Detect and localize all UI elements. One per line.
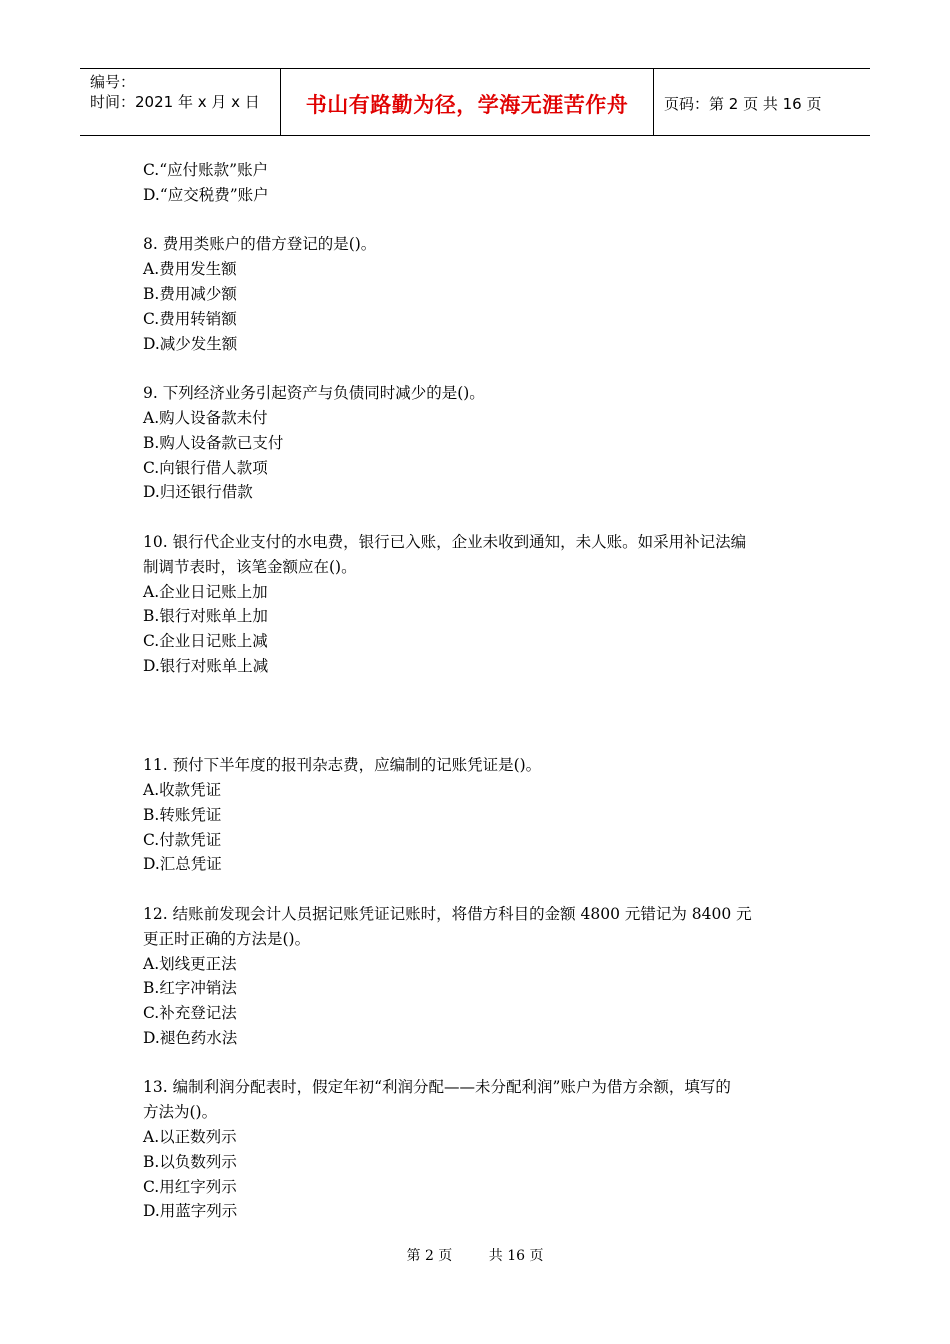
q8-option-a: A.费用发生额	[143, 260, 237, 279]
q8-option-c: C.费用转销额	[143, 309, 237, 328]
q12-option-b: B.红字冲销法	[143, 979, 237, 998]
header-page-info: 页码：第 2 页 共 16 页	[664, 94, 822, 113]
q13-option-d: D.用蓝字列示	[143, 1202, 238, 1221]
q13-option-a: A.以正数列示	[143, 1128, 237, 1147]
q11-option-a: A.收款凭证	[143, 780, 222, 799]
q10-option-c: C.企业日记账上减	[143, 632, 268, 651]
q12-option-c: C.补充登记法	[143, 1004, 237, 1023]
question-9: 9. 下列经济业务引起资产与负债同时减少的是()。	[143, 384, 485, 403]
q8-option-d: D.减少发生额	[143, 334, 238, 353]
question-8: 8. 费用类账户的借方登记的是()。	[143, 235, 377, 254]
footer-page-total: 共 16 页	[488, 1248, 544, 1264]
header-meta	[80, 69, 281, 135]
q10-option-b: B.银行对账单上加	[143, 607, 268, 626]
q9-option-d: D.归还银行借款	[143, 483, 253, 502]
q10-option-d: D.银行对账单上减	[143, 656, 269, 675]
document-time-label: 时间：2021 年 x 月 x 日	[90, 93, 260, 111]
document-body	[143, 158, 823, 1224]
question-11: 11. 预付下半年度的报刊杂志费，应编制的记账凭证是()。	[143, 756, 542, 775]
q9-option-c: C.向银行借人款项	[143, 458, 268, 477]
page-footer	[0, 1245, 950, 1265]
q8-option-b: B.费用减少额	[143, 284, 237, 303]
document-number-label: 编号：	[90, 73, 136, 91]
q10-option-a: A.企业日记账上加	[143, 582, 268, 601]
option-c: C.“应付账款”账户	[143, 161, 269, 179]
q13-option-c: C.用红字列示	[143, 1177, 237, 1196]
question-10-line-1: 10. 银行代企业支付的水电费，银行已入账，企业未收到通知，未人账。如采用补记法编	[143, 532, 747, 551]
q12-option-a: A.划线更正法	[143, 954, 237, 973]
q13-option-b: B.以负数列示	[143, 1152, 237, 1171]
question-13-line-2: 方法为()。	[143, 1103, 218, 1122]
page-header	[80, 68, 870, 136]
header-page-cell	[654, 69, 870, 135]
q11-option-b: B.转账凭证	[143, 805, 222, 824]
footer-page-current: 第 2 页	[406, 1248, 453, 1264]
question-12-line-2: 更正时正确的方法是()。	[143, 929, 311, 948]
question-13-line-1: 13. 编制利润分配表时，假定年初“利润分配——未分配利润”账户为借方余额，填写的	[143, 1078, 731, 1097]
question-10-line-2: 制调节表时，该笔金额应在()。	[143, 557, 357, 576]
option-d: D.“应交税费”账户	[143, 185, 269, 204]
q12-option-d: D.褪色药水法	[143, 1028, 238, 1047]
q9-option-b: B.购人设备款已支付	[143, 433, 284, 452]
question-12-line-1: 12. 结账前发现会计人员据记账凭证记账时，将借方科目的金额 4800 元错记为 8400 元	[143, 904, 752, 923]
q9-option-a: A.购人设备款未付	[143, 408, 268, 427]
header-motto-cell	[281, 69, 654, 135]
header-motto: 书山有路勤为径，学海无涯苦作舟	[305, 93, 629, 117]
q11-option-c: C.付款凭证	[143, 830, 222, 849]
q11-option-d: D.汇总凭证	[143, 855, 222, 874]
